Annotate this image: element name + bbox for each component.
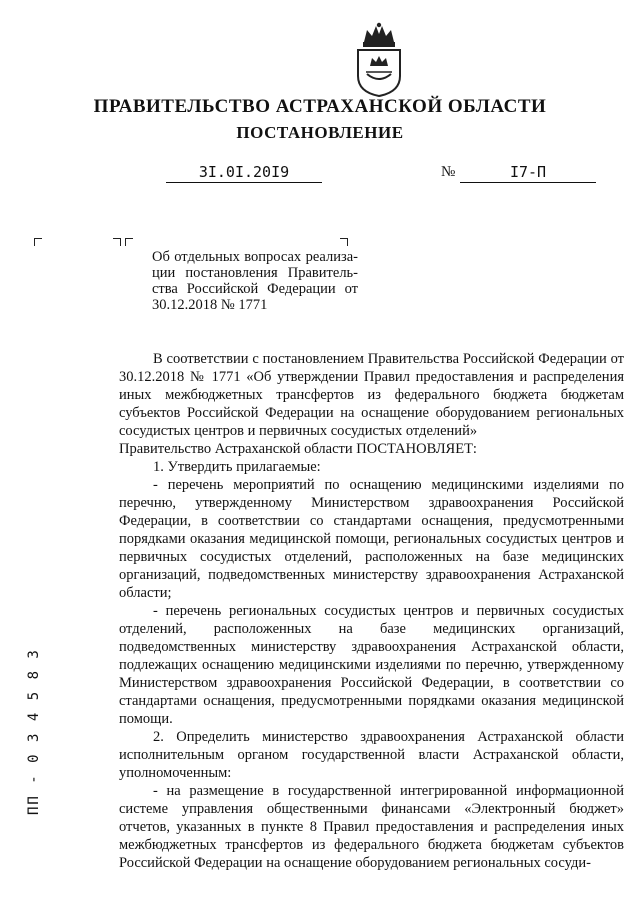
coat-of-arms-icon	[352, 22, 406, 98]
document-subject	[152, 249, 358, 313]
subject-line: ства Российской Федерации от	[152, 281, 358, 297]
body-paragraph: 1. Утвердить прилагаемые:	[153, 459, 321, 475]
document-body	[119, 350, 624, 872]
subject-line: Об отдельных вопросах реализа-	[152, 249, 358, 265]
serial-number: ПП - 0 3 4 5 8 3	[26, 648, 42, 815]
subject-line: ции постановления Правитель-	[152, 265, 358, 281]
document-type: ПОСТАНОВЛЕНИЕ	[236, 123, 404, 142]
body-paragraph: В соответствии с постановлением Правительства Российской Федерации от 30.12.2018 № 1771 «Об утверждении Правил предоставления и распределения иных межбюджетных трансфертов из федерального бюджета бюджетам субъектов Российской Федерации на оснащение оборудованием региональных сосудистых центров и первичных сосудистых отделений»	[119, 351, 624, 439]
corner-mark	[125, 238, 133, 246]
body-paragraph: - на размещение в государственной интегрированной информационной системе управления общественными финансами «Электронный бюджет» отчетов, указанных в пункте 8 Правил предоставления и распределения иных межбюджетных трансфертов из федерального бюджета бюджетам субъектов Российской Федерации на оснащение оборудованием региональных сосуди-	[119, 783, 624, 871]
number-sign: №	[441, 164, 456, 180]
body-paragraph: - перечень региональных сосудистых центров и первичных сосудистых отделений, расположенных на базе медицинских организаций, подведомственных министерству здравоохранения Астраханской области, подлежащих оснащению медицинскими изделиями по перечню, утвержденному Министерством здравоохранения Российской Федерации, в соответствии со стандартами оснащения, предусмотренными порядками оказания медицинской помощи.	[119, 603, 624, 727]
corner-mark	[34, 238, 42, 246]
corner-mark	[340, 238, 348, 246]
government-title: ПРАВИТЕЛЬСТВО АСТРАХАНСКОЙ ОБЛАСТИ	[93, 96, 547, 117]
subject-line: 30.12.2018 № 1771	[152, 297, 268, 313]
corner-mark	[113, 238, 121, 246]
document-date: 3I.0I.20I9	[166, 162, 322, 183]
body-paragraph: 2. Определить министерство здравоохранения Астраханской области исполнительным органом государственной власти Астраханской области, уполномоченным:	[119, 729, 624, 781]
body-paragraph: Правительство Астраханской области ПОСТАНОВЛЯЕТ:	[119, 441, 477, 457]
body-paragraph: - перечень мероприятий по оснащению медицинскими изделиями по перечню, утвержденному Министерством здравоохранения Российской Федерации, в соответствии со стандартами оснащения, предусмотренными порядками оказания медицинской помощи, региональных сосудистых центров и первичных сосудистых отделений, расположенных на базе медицинских организаций, подведомственных министерству здравоохранения Астраханской области;	[119, 477, 624, 601]
document-number: I7-П	[460, 162, 596, 183]
